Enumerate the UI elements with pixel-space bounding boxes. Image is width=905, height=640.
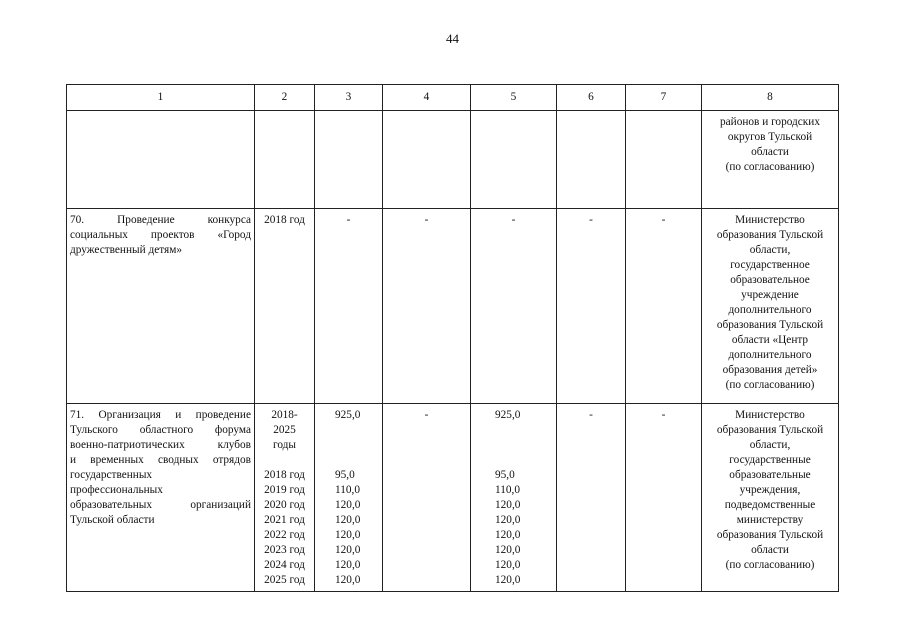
row-70-col3: - bbox=[315, 209, 383, 404]
header-col-7: 7 bbox=[626, 85, 702, 111]
row-70-col6: - bbox=[557, 209, 626, 404]
row-70-executor-cell: Министерство образования Тульской области, государственное образовательное учреждение дополнительного образования Тульской области «Центр дополнительного образования детей» (по согласованию) bbox=[702, 209, 839, 404]
header-col-5: 5 bbox=[471, 85, 557, 111]
program-table bbox=[66, 84, 839, 592]
continuation-executor-cell: районов и городских округов Тульской области (по согласованию) bbox=[702, 111, 839, 209]
row-71-col5-values: 95,0 110,0 120,0 120,0 120,0 120,0 120,0 120,0 bbox=[495, 469, 521, 586]
header-col-1: 1 bbox=[67, 85, 255, 111]
row-71-col3 bbox=[315, 404, 383, 592]
row-71-year-list: 2018 год 2019 год 2020 год 2021 год 2022 год 2023 год 2024 год 2025 год bbox=[264, 469, 305, 586]
row-71-col3-values: 95,0 110,0 120,0 120,0 120,0 120,0 120,0 120,0 bbox=[335, 469, 361, 586]
row-70-col5: - bbox=[471, 209, 557, 404]
row-71-col5-total: 925,0 bbox=[495, 409, 521, 421]
row-71-col6: - bbox=[557, 404, 626, 592]
row-70-name-cell: 70. Проведение конкурса социальных проектов «Город дружественный детям» bbox=[67, 209, 255, 404]
row-70-year-cell: 2018 год bbox=[255, 209, 315, 404]
row-71-executor-cell: Министерство образования Тульской области, государственные образовательные учреждения, подведомственные министерству образования Тульской области (по согласованию) bbox=[702, 404, 839, 592]
table-row-71 bbox=[67, 404, 839, 592]
row-71-col3-total: 925,0 bbox=[335, 409, 361, 421]
continuation-row bbox=[67, 111, 839, 209]
row-71-year-cell: 2018- 2025 годы 2018 год 2019 год 2020 год 2021 год 2022 год 2023 год 2024 год 2025 год bbox=[255, 404, 315, 592]
header-col-2: 2 bbox=[255, 85, 315, 111]
page-number: 44 bbox=[446, 31, 459, 46]
row-70-col7: - bbox=[626, 209, 702, 404]
row-71-name-cell: 71. Организация и проведение Тульского областного форума военно-патриотических клубов и временных сводных отрядов государственных профессиональных образовательных организаций Тульской области bbox=[67, 404, 255, 592]
row-71-col5 bbox=[471, 404, 557, 592]
header-col-3: 3 bbox=[315, 85, 383, 111]
row-71-col4: - bbox=[383, 404, 471, 592]
header-col-8: 8 bbox=[702, 85, 839, 111]
header-col-6: 6 bbox=[557, 85, 626, 111]
header-col-4: 4 bbox=[383, 85, 471, 111]
table-header-row bbox=[67, 85, 839, 111]
table-row-70 bbox=[67, 209, 839, 404]
row-70-col4: - bbox=[383, 209, 471, 404]
row-71-col7: - bbox=[626, 404, 702, 592]
